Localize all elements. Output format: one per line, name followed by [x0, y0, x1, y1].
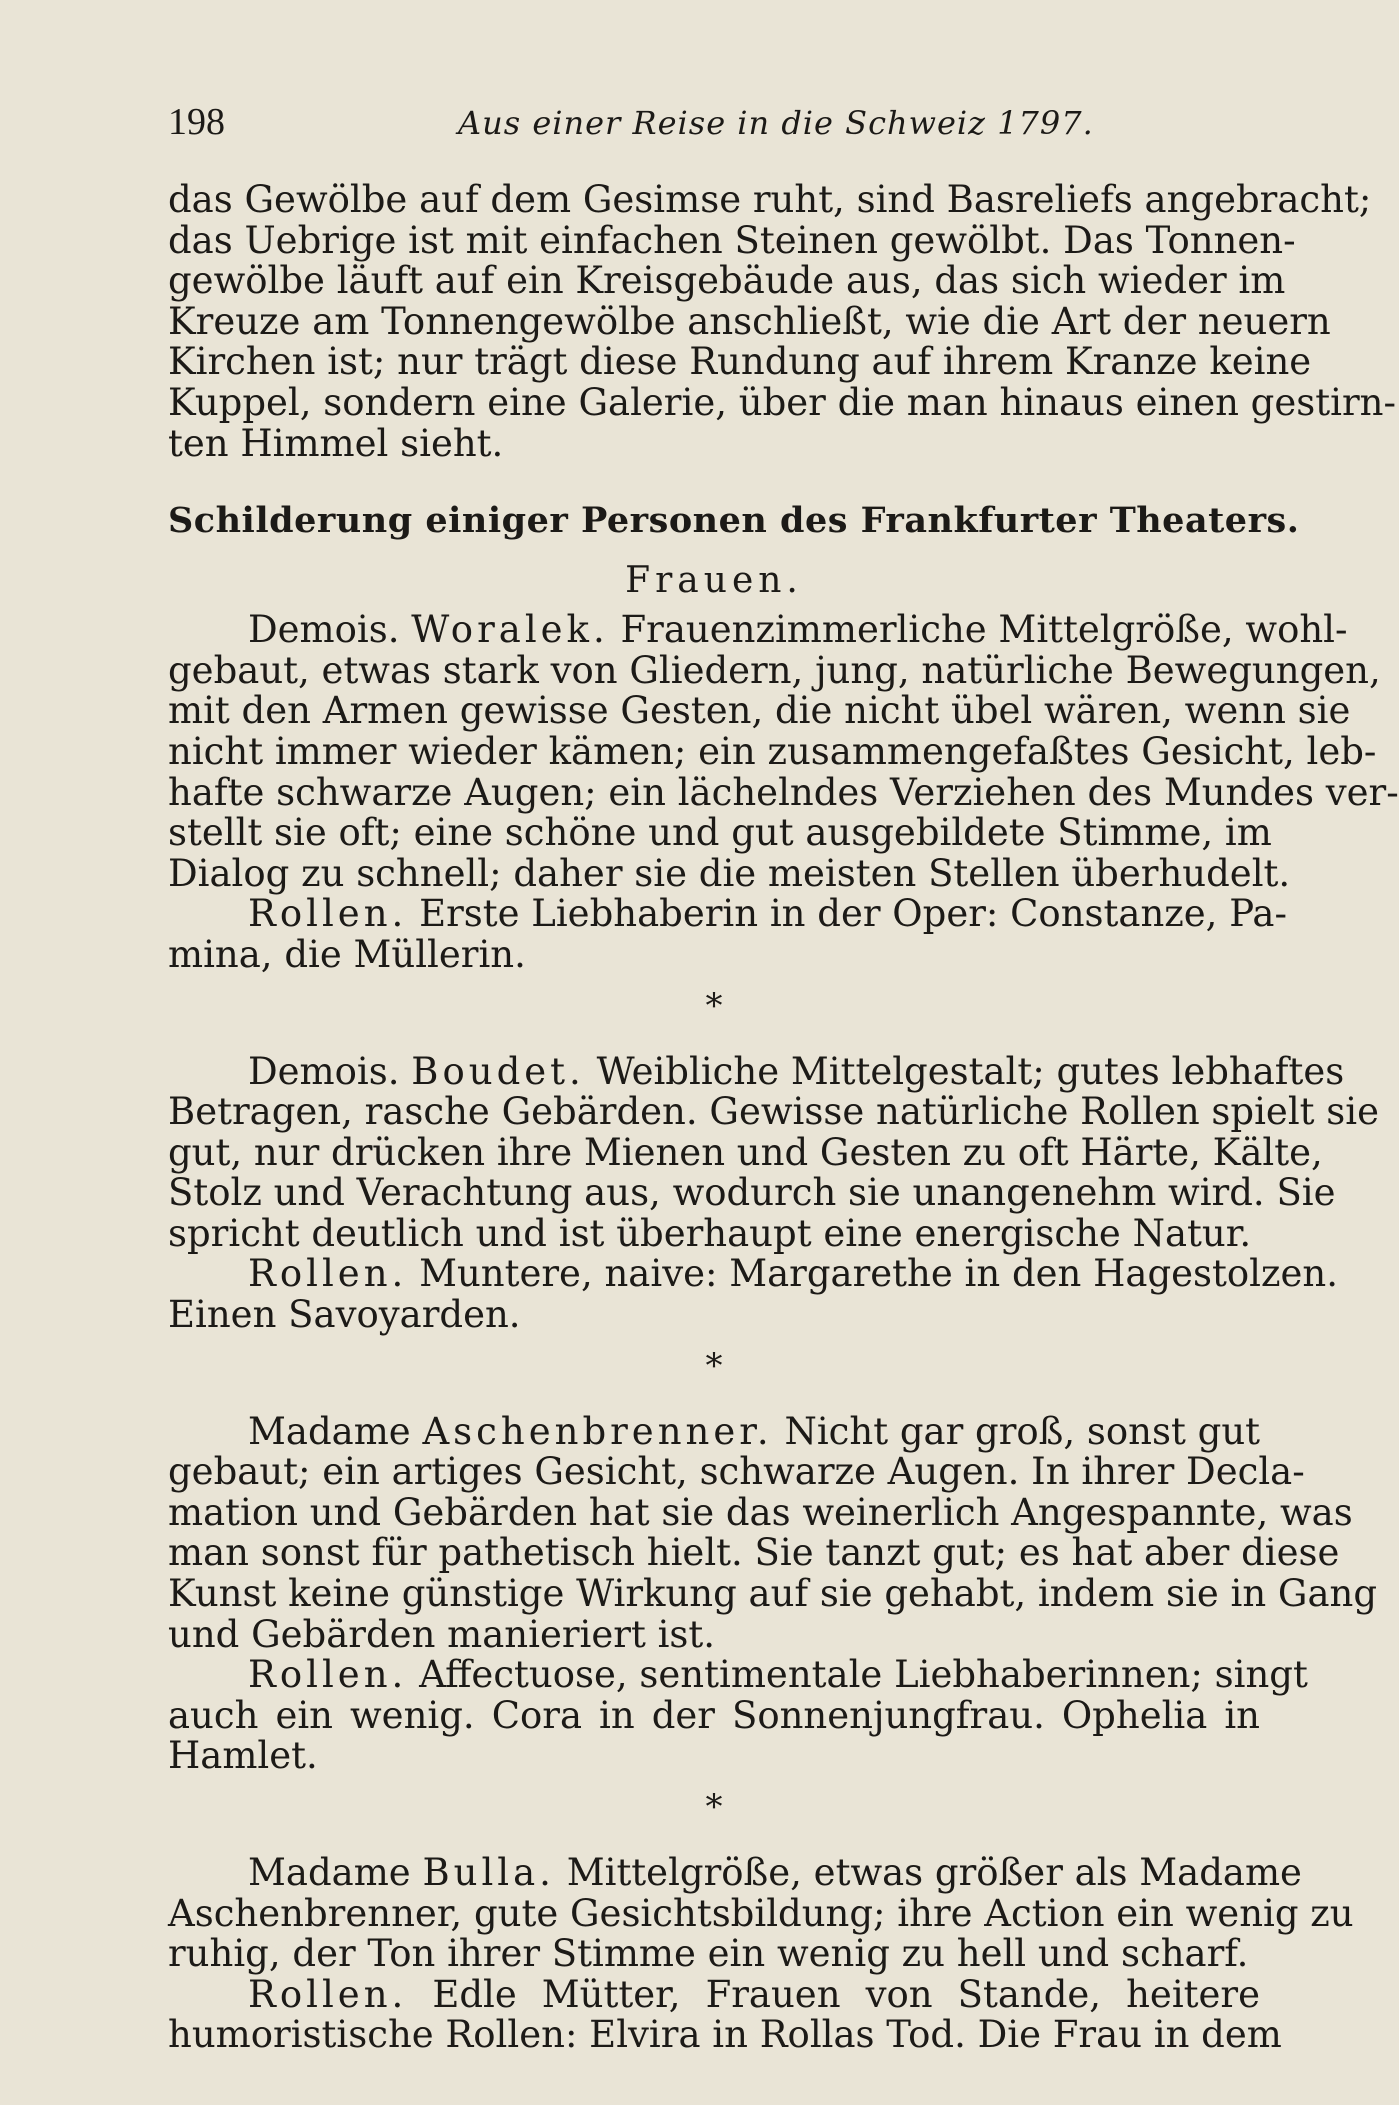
- section-heading: Schilderung einiger Personen des Frankfurter Theaters.: [168, 500, 1300, 542]
- text-line: Betragen, rasche Gebärden. Gewisse natürliche Rollen spielt sie: [168, 1090, 1380, 1134]
- text-line: ruhig, der Ton ihrer Stimme ein wenig zu hell und scharf.: [168, 1932, 1249, 1976]
- roles-text: Erste Liebhaberin in der Oper: Constanze, Pa-: [419, 892, 1287, 936]
- text-line: Hamlet.: [168, 1734, 318, 1778]
- text-line: mina, die Müllerin.: [168, 932, 526, 976]
- entry-name: Bulla.: [422, 1851, 555, 1894]
- separator-asterisk: *: [705, 985, 723, 1026]
- text-line: gebaut, etwas stark von Gliedern, jung, natürliche Bewegungen,: [168, 648, 1381, 692]
- entry-bulla: [168, 1851, 1354, 2057]
- entry-name: Woralek.: [411, 608, 609, 652]
- roles-label: Rollen.: [248, 892, 408, 936]
- text-line: Aschenbrenner, gute Gesichtsbildung; ihre Action ein wenig zu: [168, 1891, 1354, 1935]
- entry-title: Demois.: [248, 1049, 400, 1093]
- roles-text: Affectuose, sentimentale Liebhaberinnen; singt: [419, 1653, 1308, 1697]
- text-line: humoristische Rollen: Elvira in Rollas Tod. Die Frau in dem: [168, 2013, 1282, 2057]
- roles-label: Rollen.: [248, 1653, 408, 1697]
- text-line: mit den Armen gewisse Gesten, die nicht übel wären, wenn sie: [168, 689, 1351, 733]
- text-line: hafte schwarze Augen; ein lächelndes Verziehen des Mundes ver-: [168, 770, 1399, 814]
- text-line: spricht deutlich und ist überhaupt eine energische Natur.: [168, 1211, 1252, 1255]
- separator-asterisk: *: [705, 1345, 723, 1386]
- entry-text: Frauenzimmerliche Mittelgröße, wohl-: [620, 608, 1348, 652]
- page-body: [168, 178, 1399, 2057]
- text-line: nicht immer wieder kämen; ein zusammengefaßtes Gesicht, leb-: [168, 729, 1377, 773]
- entry-aschenbrenner: [168, 1409, 1378, 1829]
- text-line: Kuppel, sondern eine Galerie, über die man hinaus einen gestirn-: [168, 380, 1396, 424]
- text-line: Dialog zu schnell; daher sie die meisten Stellen überhudelt.: [168, 851, 1291, 895]
- entry-name: Boudet.: [411, 1049, 585, 1093]
- entry-first-line: [168, 608, 1348, 652]
- separator-asterisk: *: [705, 1787, 723, 1827]
- running-title: Aus einer Reise in die Schweiz 1797.: [458, 104, 1094, 142]
- entry-title: Madame: [248, 1851, 411, 1894]
- text-line: gut, nur drücken ihre Mienen und Gesten zu oft Härte, Kälte,: [168, 1130, 1323, 1174]
- text-line: stellt sie oft; eine schöne und gut ausgebildete Stimme, im: [168, 811, 1272, 855]
- text-line: ten Himmel sieht.: [168, 421, 504, 465]
- entry-text: Mittelgröße, etwas größer als Madame: [566, 1851, 1302, 1894]
- entry-first-line: [168, 1851, 1302, 1894]
- text-line: und Gebärden manieriert ist.: [168, 1612, 716, 1656]
- text-line: gewölbe läuft auf ein Kreisgebäude aus, das sich wieder im: [168, 259, 1286, 303]
- entry-first-line: [168, 1409, 1261, 1453]
- text-line: das Uebrige ist mit einfachen Steinen gewölbt. Das Tonnen-: [168, 218, 1296, 262]
- text-line: Einen Savoyarden.: [168, 1293, 521, 1337]
- text-line: das Gewölbe auf dem Gesimse ruht, sind Basreliefs angebracht;: [168, 178, 1372, 221]
- roles-text: Edle Mütter, Frauen von Stande, heitere: [432, 1972, 1260, 2016]
- roles-first-line: [168, 1252, 1338, 1296]
- roles-first-line: [168, 892, 1287, 936]
- roles-first-line: [168, 1653, 1308, 1697]
- text-line: Kunst keine günstige Wirkung auf sie gehabt, indem sie in Gang: [168, 1572, 1378, 1616]
- entry-title: Madame: [248, 1409, 411, 1453]
- entry-title: Demois.: [248, 608, 400, 652]
- text-line: auch ein wenig. Cora in der Sonnenjungfrau. Ophelia in: [168, 1693, 1260, 1737]
- text-line: Kreuze am Tonnengewölbe anschließt, wie die Art der neuern: [168, 299, 1331, 343]
- subheading: Frauen.: [625, 560, 803, 602]
- entry-woralek: [168, 608, 1399, 1027]
- intro-paragraph: [168, 178, 1396, 465]
- text-line: man sonst für pathetisch hielt. Sie tanzt gut; es hat aber diese: [168, 1531, 1340, 1575]
- entry-text: Nicht gar groß, sonst gut: [784, 1409, 1261, 1453]
- roles-text: Muntere, naive: Margarethe in den Hagestolzen.: [419, 1252, 1338, 1296]
- text-line: gebaut; ein artiges Gesicht, schwarze Augen. In ihrer Decla-: [168, 1450, 1305, 1494]
- entry-name: Aschenbrenner.: [422, 1409, 773, 1453]
- text-line: Kirchen ist; nur trägt diese Rundung auf ihrem Kranze keine: [168, 340, 1312, 384]
- entry-first-line: [168, 1049, 1345, 1093]
- entry-boudet: [168, 1049, 1380, 1388]
- text-line: Stolz und Verachtung aus, wodurch sie unangenehm wird. Sie: [168, 1171, 1336, 1215]
- roles-label: Rollen.: [248, 1252, 408, 1296]
- roles-label: Rollen.: [248, 1972, 408, 2016]
- page-number: 198: [168, 101, 225, 143]
- text-line: mation und Gebärden hat sie das weinerlich Angespannte, was: [168, 1490, 1353, 1534]
- page-header: [168, 100, 1258, 150]
- entry-text: Weibliche Mittelgestalt; gutes lebhaftes: [596, 1049, 1345, 1093]
- roles-first-line: [168, 1972, 1260, 2016]
